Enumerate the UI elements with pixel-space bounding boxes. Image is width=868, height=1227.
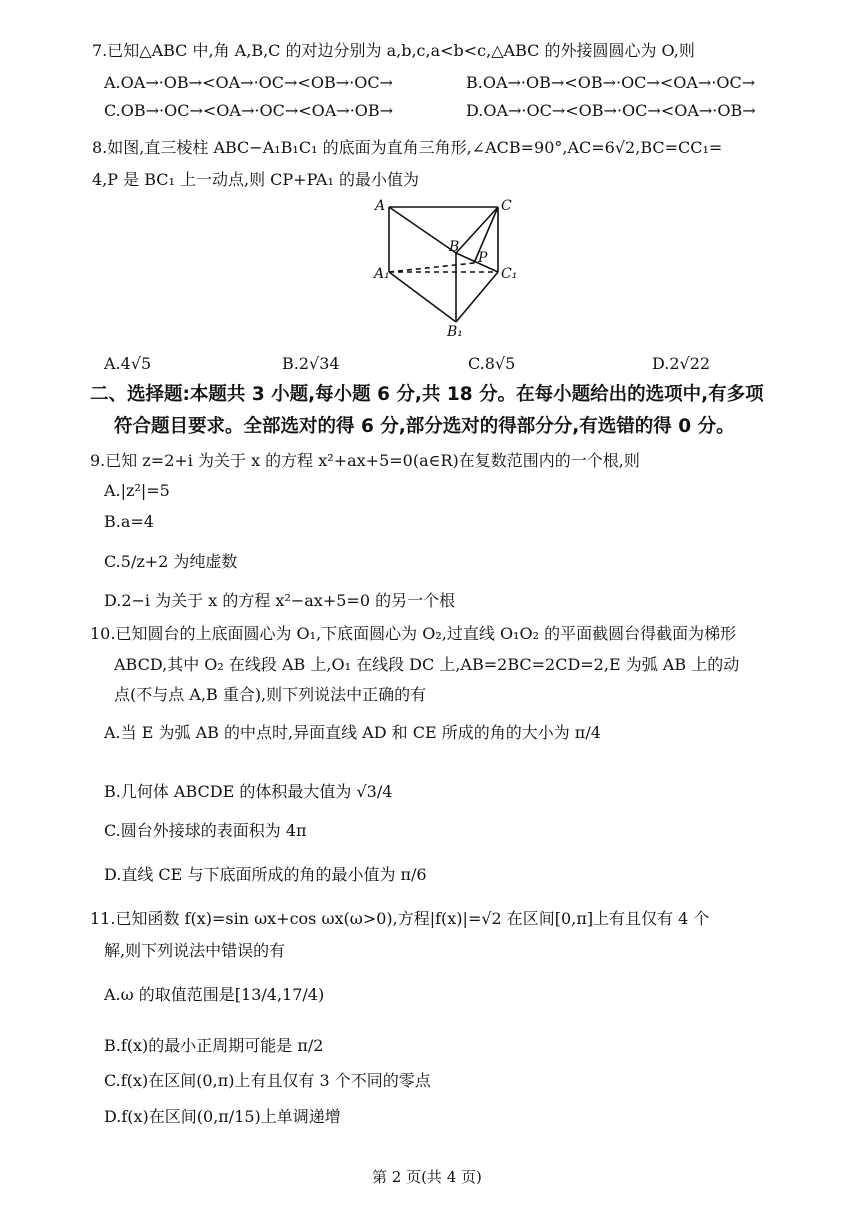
q10-option-a: A.当 E 为弧 AB 的中点时,异面直线 AD 和 CE 所成的角的大小为 π/4 (104, 723, 601, 742)
section2-instructions: 符合题目要求。全部选对的得 6 分,部分选对的得部分分,有选错的得 0 分。 (114, 416, 735, 437)
q8-option-d: D.2√22 (652, 354, 711, 373)
q11-option-a: A.ω 的取值范围是[13/4,17/4) (104, 985, 325, 1004)
q8-stem-line2: 4,P 是 BC₁ 上一动点,则 CP+PA₁ 的最小值为 (92, 170, 419, 189)
q9-option-b: B.a=4 (104, 512, 154, 531)
q8-option-b: B.2√34 (282, 354, 340, 373)
q8-stem-line1: 8.如图,直三棱柱 ABC−A₁B₁C₁ 的底面为直角三角形,∠ACB=90°,AC=6√2,BC=CC₁= (92, 138, 723, 157)
q11-option-d: D.f(x)在区间(0,π/15)上单调递增 (104, 1107, 341, 1126)
q11-stem-line1: 11.已知函数 f(x)=sin ωx+cos ωx(ω>0),方程|f(x)|=√2 在区间[0,π]上有且仅有 4 个 (90, 909, 710, 928)
q9-stem: 9.已知 z=2+i 为关于 x 的方程 x²+ax+5=0(a∈R)在复数范围内的一个根,则 (90, 451, 640, 470)
q10-option-d: D.直线 CE 与下底面所成的角的最小值为 π/6 (104, 865, 427, 884)
q7-option-b: B.OA→·OB→<OB→·OC→<OA→·OC→ (466, 73, 756, 92)
q7-stem: 7.已知△ABC 中,角 A,B,C 的对边分别为 a,b,c,a<b<c,△ABC 的外接圆圆心为 O,则 (92, 41, 695, 60)
q7-option-d: D.OA→·OC→<OB→·OC→<OA→·OB→ (466, 101, 756, 120)
figure-label-a1: A₁ (374, 266, 390, 282)
q8-option-c: C.8√5 (468, 354, 516, 373)
q10-option-b: B.几何体 ABCDE 的体积最大值为 √3/4 (104, 782, 393, 801)
figure-label-p: P (478, 250, 488, 266)
q9-option-a: A.|z²|=5 (104, 481, 170, 500)
figure-label-c: C (501, 198, 512, 214)
q9-option-c: C.5/z+2 为纯虚数 (104, 552, 238, 571)
q7-option-a: A.OA→·OB→<OA→·OC→<OB→·OC→ (104, 73, 393, 92)
q11-option-c: C.f(x)在区间(0,π)上有且仅有 3 个不同的零点 (104, 1071, 431, 1090)
q7-option-c: C.OB→·OC→<OA→·OC→<OA→·OB→ (104, 101, 394, 120)
q10-stem-line3: 点(不与点 A,B 重合),则下列说法中正确的有 (114, 685, 427, 704)
figure-label-b1: B₁ (447, 324, 463, 340)
q11-stem-line2: 解,则下列说法中错误的有 (104, 941, 286, 960)
q11-option-b: B.f(x)的最小正周期可能是 π/2 (104, 1036, 324, 1055)
figure-label-b: B (449, 239, 460, 255)
section2-heading: 二、选择题:本题共 3 小题,每小题 6 分,共 18 分。在每小题给出的选项中,有多项 (90, 384, 764, 405)
q10-stem-line2: ABCD,其中 O₂ 在线段 AB 上,O₁ 在线段 DC 上,AB=2BC=2CD=2,E 为弧 AB 上的动 (114, 655, 740, 674)
page-footer: 第 2 页(共 4 页) (372, 1168, 482, 1186)
q9-option-d: D.2−i 为关于 x 的方程 x²−ax+5=0 的另一个根 (104, 591, 456, 610)
q10-stem-line1: 10.已知圆台的上底面圆心为 O₁,下底面圆心为 O₂,过直线 O₁O₂ 的平面截圆台得截面为梯形 (90, 624, 737, 643)
figure-label-c1: C₁ (501, 266, 518, 282)
figure-label-a: A (375, 198, 386, 214)
q10-option-c: C.圆台外接球的表面积为 4π (104, 821, 307, 840)
q8-option-a: A.4√5 (104, 354, 152, 373)
